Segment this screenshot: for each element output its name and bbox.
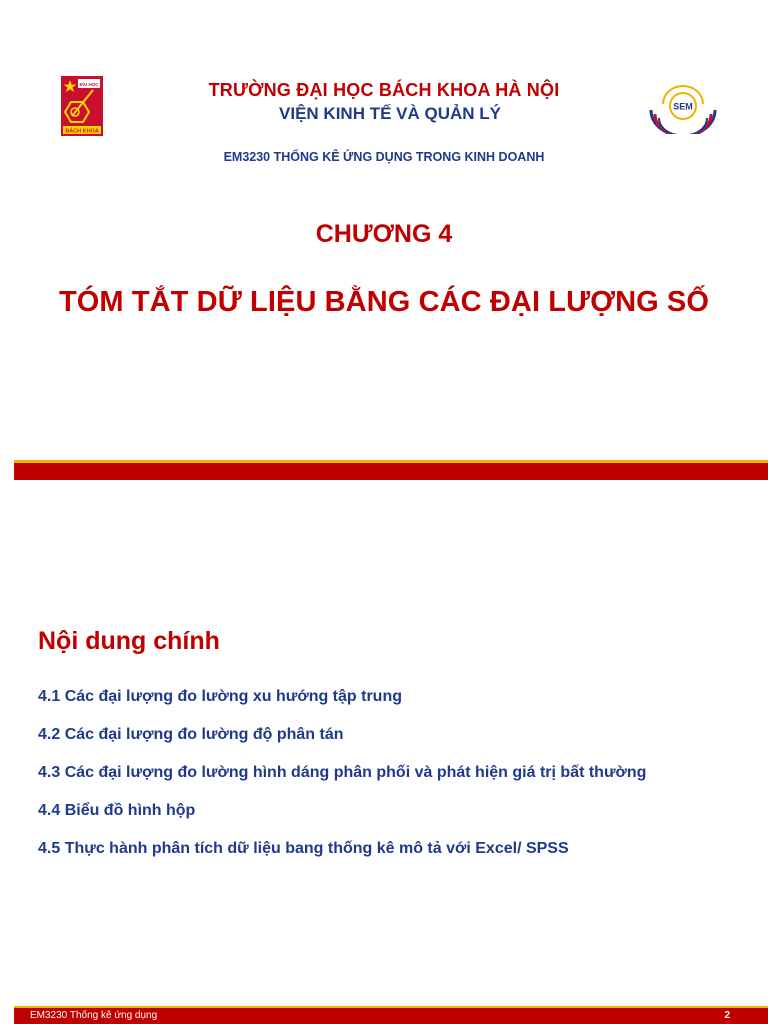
logo-text-top: ĐẠI HỌC bbox=[79, 82, 99, 87]
chapter-label: CHƯƠNG 4 bbox=[315, 220, 453, 248]
slide-footer bbox=[14, 1006, 768, 1024]
sem-logo-text: SEM bbox=[673, 101, 693, 112]
footer-course: EM3230 Thống kê ứng dụng bbox=[30, 1010, 158, 1021]
page-number: 2 bbox=[724, 1010, 730, 1021]
school-name: TRƯỜNG ĐẠI HỌC BÁCH KHOA HÀ NỘI bbox=[208, 80, 560, 100]
contents-heading: Nội dung chính bbox=[38, 627, 220, 655]
institute-name: VIỆN KINH TẾ VÀ QUẢN LÝ bbox=[279, 104, 501, 123]
list-item: 4.4 Biểu đồ hình hộp bbox=[38, 802, 196, 819]
list-item: 4.3 Các đại lượng đo lường hình dáng phân phối và phát hiện giá trị bất thường bbox=[38, 764, 647, 781]
list-item: 4.1 Các đại lượng đo lường xu hướng tập trung bbox=[38, 688, 402, 705]
contents-list bbox=[38, 688, 758, 878]
list-item: 4.5 Thực hành phân tích dữ liệu bang thống kê mô tả với Excel/ SPSS bbox=[38, 840, 569, 857]
logo-text-bottom: BÁCH KHOA bbox=[65, 128, 99, 135]
course-title: EM3230 THỐNG KÊ ỨNG DỤNG TRONG KINH DOANH bbox=[223, 150, 545, 164]
list-item: 4.2 Các đại lượng đo lường độ phân tán bbox=[38, 726, 344, 743]
chapter-title: TÓM TẮT DỮ LIỆU BẰNG CÁC ĐẠI LƯỢNG SỐ bbox=[58, 286, 710, 318]
slide-divider bbox=[14, 460, 768, 480]
